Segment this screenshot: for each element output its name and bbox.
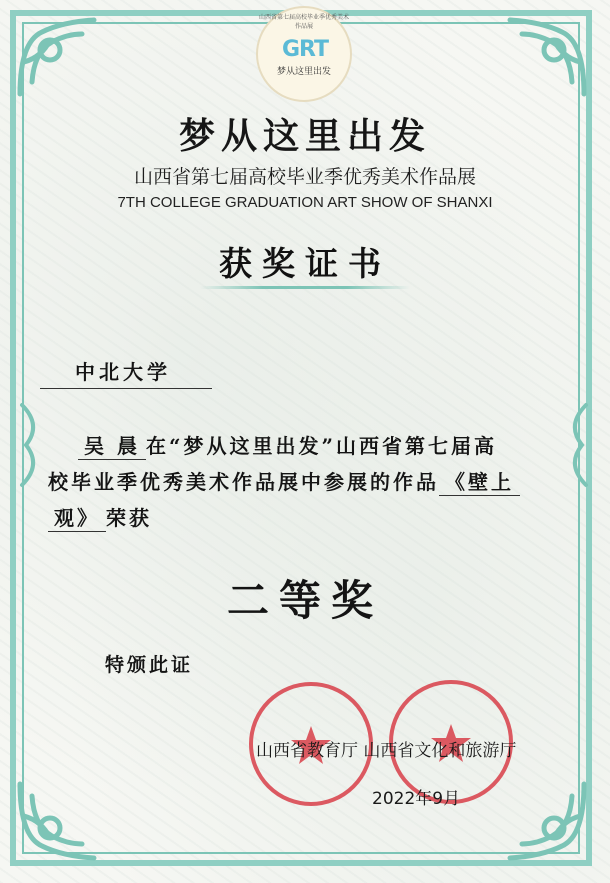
body-line-1: 在“梦从这里出发”山西省第七届高 — [145, 434, 497, 458]
exhibition-logo — [256, 6, 352, 102]
title-underline — [200, 286, 410, 289]
body-line-2: 校毕业季优秀美术作品展中参展的作品 — [48, 470, 439, 494]
prize-level: 二等奖 — [226, 576, 383, 625]
corner-ornament-bottom-left — [12, 776, 102, 866]
logo-ring-text: 山西省第七届高校毕业季优秀美术作品展 — [258, 14, 349, 30]
recipient-underline — [40, 388, 212, 389]
corner-ornament-bottom-right — [502, 776, 592, 866]
certificate-title: 获奖证书 — [219, 244, 391, 283]
certify-statement: 特颁此证 — [105, 654, 194, 676]
work-title-part1: 《壁上 — [439, 469, 520, 496]
student-name: 吴 晨 — [78, 433, 146, 460]
work-title-part2: 观》 — [48, 505, 106, 532]
body-end: 荣获 — [106, 506, 152, 530]
corner-ornament-top-right — [502, 12, 592, 102]
issue-date: 2022年9月 — [372, 789, 461, 809]
subtitle-english: 7TH COLLEGE GRADUATION ART SHOW OF SHANXI — [117, 194, 493, 211]
subtitle-chinese: 山西省第七届高校毕业季优秀美术作品展 — [133, 166, 476, 188]
side-ornament-left — [16, 400, 46, 490]
recipient-organization: 中北大学 — [75, 360, 171, 384]
logo-mark: GRT — [281, 37, 329, 62]
certificate-body — [48, 428, 568, 536]
logo-name: 梦从这里出发 — [276, 67, 331, 77]
corner-ornament-top-left — [12, 12, 102, 102]
issuing-authorities: 山西省教育厅 山西省文化和旅游厅 — [256, 741, 517, 761]
main-title: 梦从这里出发 — [178, 115, 431, 157]
